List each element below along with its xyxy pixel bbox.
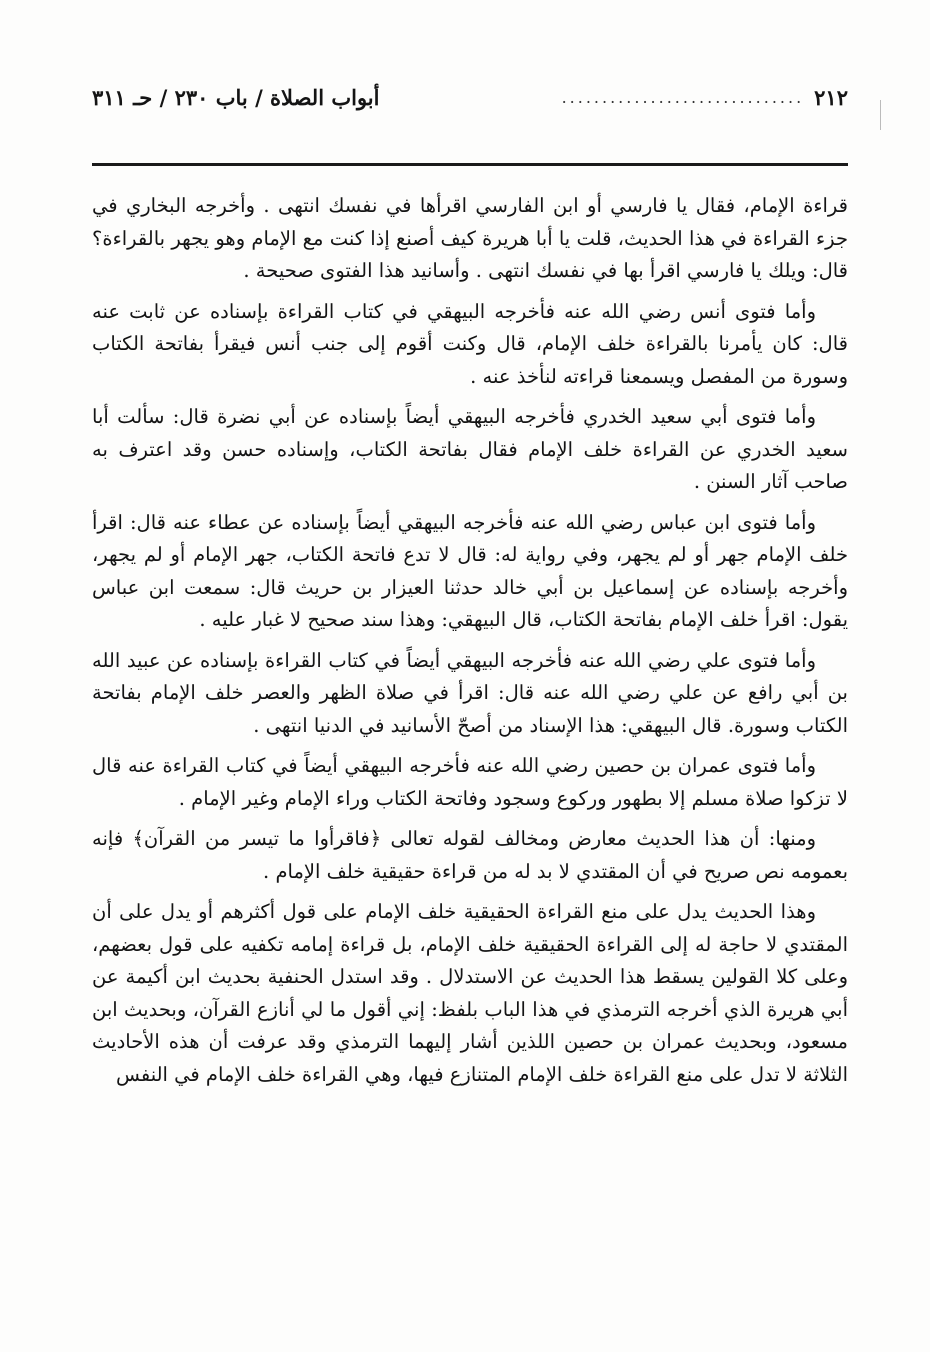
header-title: أبواب الصلاة / باب ٢٣٠ / حـ ٣١١ [92, 85, 380, 110]
paragraph-4: وأما فتوى ابن عباس رضي الله عنه فأخرجه البيهقي أيضاً بإسناده عن عطاء عنه قال: اقرأ خلف الإمام جهر أو لم يجهر، وفي رواية له: قال لا تدع فاتحة الكتاب، جهر الإمام أو لم يجهر، وأخرجه بإسناده عن إسماعيل بن أبي خالد حدثنا العيزار بن حريث قال: سمعت ابن عباس يقول: اقرأ خلف الإمام بفاتحة الكتاب، قال البيهقي: وهذا سند صحيح لا غبار عليه . [92, 510, 848, 631]
margin-mark [880, 100, 881, 130]
header-rule [92, 163, 848, 166]
paragraph-5: وأما فتوى علي رضي الله عنه فأخرجه البيهقي أيضاً في كتاب القراءة بإسناده عن عبيد الله بن أبي رافع عن علي رضي الله عنه قال: اقرأ في صلاة الظهر والعصر خلف الإمام بفاتحة الكتاب وسورة. قال البيهقي: هذا الإسناد من أصحّ الأسانيد في الدنيا انتهى . [92, 648, 848, 737]
paragraph-8: وهذا الحديث يدل على منع القراءة الحقيقية خلف الإمام على قول أكثرهم أو يدل على أن المقتدي لا حاجة له إلى القراءة الحقيقية خلف الإمام، بل قراءة إمامه تكفيه على قول بعضهم، وعلى كلا القولين يسقط هذا الحديث عن الاستدلال . وقد استدل الحنفية بحديث ابن أكيمة عن أبي هريرة الذي أخرجه الترمذي في هذا الباب بلفظ: إني أقول ما لي أنازع القرآن، وبحديث ابن مسعود، وبحديث عمران بن حصين اللذين أشار إليهما الترمذي وقد عرفت أن هذه الأحاديث الثلاثة لا تدل على منع القراءة خلف الإمام المتنازع فيها، وهي القراءة خلف الإمام في النفس [92, 900, 848, 1086]
leader-dots: .............................. [561, 88, 805, 107]
paragraph-3: وأما فتوى أبي سعيد الخدري فأخرجه البيهقي أيضاً بإسناده عن أبي نضرة قال: سألت أبا سعيد الخدري عن القراءة خلف الإمام فقال بفاتحة الكتاب، وإسناده حسن وقد اعترف به صاحب آثار السنن . [92, 405, 848, 493]
body-text [92, 190, 848, 1099]
paragraph-2: وأما فتوى أنس رضي الله عنه فأخرجه البيهقي في كتاب القراءة بإسناده عن ثابت عنه قال: كان يأمرنا بالقراءة خلف الإمام، قال وكنت أقوم إلى جنب أنس فيقرأ بفاتحة الكتاب وسورة من المفصل ويسمعنا قراءته لنأخذ عنه . [92, 299, 848, 388]
running-header [92, 78, 848, 118]
paragraph-7: ومنها: أن هذا الحديث معارض ومخالف لقوله تعالى ﴿فاقرأوا ما تيسر من القرآن﴾ فإنه بعمومه نص صريح في أن المقتدي لا بد له من قراءة حقيقية خلف الإمام . [92, 827, 848, 883]
page-number: ٢١٢ [814, 85, 848, 110]
paragraph-1: قراءة الإمام، فقال يا فارسي أو ابن الفارسي اقرأها في نفسك انتهى . وأخرجه البخاري في جزء القراءة في هذا الحديث، قلت يا أبا هريرة كيف أصنع إذا كنت مع الإمام وهو يجهر بالقراءة؟ قال: ويلك يا فارسي اقرأ بها في نفسك انتهى . وأسانيد هذا الفتوى صحيحة . [92, 194, 848, 282]
paragraph-6: وأما فتوى عمران بن حصين رضي الله عنه فأخرجه البيهقي أيضاً في كتاب القراءة عنه قال لا تزكوا صلاة مسلم إلا بطهور وركوع وسجود وفاتحة الكتاب وراء الإمام وغير الإمام . [92, 754, 848, 810]
